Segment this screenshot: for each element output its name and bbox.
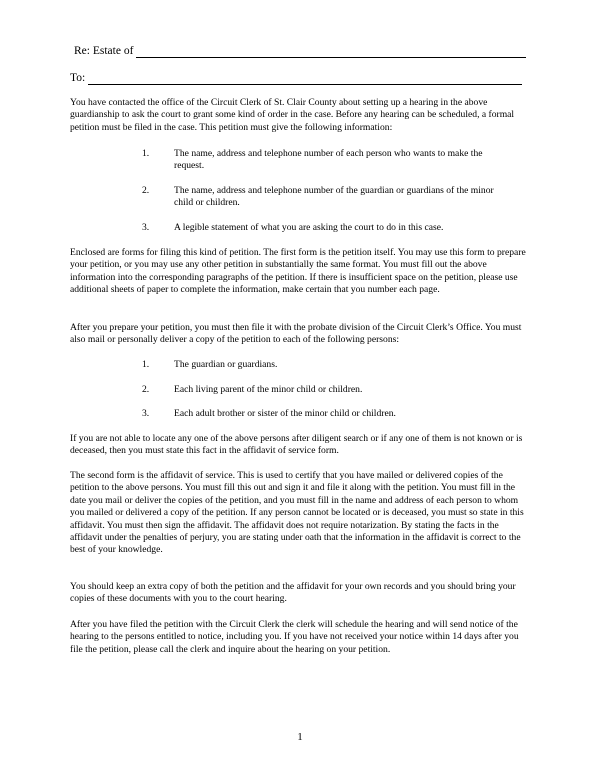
hearing-notice-paragraph: After you have filed the petition with the Circuit Clerk the clerk will schedule the hearing and will send notice of the hearing to the persons entitled to notice, including you. If you have not received your notice within 14 days after you file the petition, please call the clerk and inquire about the hearing on your petition. xyxy=(70,619,519,655)
list-item-number: 1. xyxy=(142,359,150,370)
to-blank xyxy=(88,72,522,85)
affidavit-paragraph: The second form is the affidavit of service. This is used to certify that you have mailed or delivered copies of the petition to the above persons. You must fill this out and sign it and file it along with the petition. You must fill in the date you mail or deliver the copies of the petition, and you must fill in the name and address of each person to whom you mailed or delivered a copy of the petition. If any person cannot be located or is deceased, you must so state in this affidavit. You must then sign the affidavit. The affidavit does not require notarization. By stating the facts in the affidavit under the penalties of perjury, you are stating under oath that the information in the affidavit is correct to the best of your knowledge. xyxy=(70,470,524,556)
list-item-text: A legible statement of what you are asking the court to do in this case. xyxy=(174,222,444,233)
list-item-number: 1. xyxy=(142,148,150,159)
list-item-number: 3. xyxy=(142,408,150,419)
to-label: To: xyxy=(70,72,86,84)
list-item-text: The name, address and telephone number of each person who wants to make the request. xyxy=(174,148,483,172)
list-item-text: Each living parent of the minor child or children. xyxy=(174,384,363,395)
page-number: 1 xyxy=(297,731,303,743)
list-item-text: The guardian or guardians. xyxy=(174,359,278,370)
estate-of-blank xyxy=(136,45,526,58)
list-item-number: 2. xyxy=(142,185,150,196)
list-item-number: 2. xyxy=(142,384,150,395)
estate-of-field xyxy=(74,44,526,58)
filing-paragraph: After you prepare your petition, you must then file it with the probate division of the Circuit Clerk’s Office. You must also mail or personally deliver a copy of the petition to each of the following persons: xyxy=(70,322,522,346)
to-field xyxy=(70,71,522,85)
estate-of-label: Re: Estate of xyxy=(74,45,134,57)
diligent-search-paragraph: If you are not able to locate any one of the above persons after diligent search or if any one of them is not known or is deceased, then you must state this fact in the affidavit of service form. xyxy=(70,433,523,457)
list-item-number: 3. xyxy=(142,222,150,233)
intro-paragraph: You have contacted the office of the Circuit Clerk of St. Clair County about setting up a hearing in the above guardianship to ask the court to grant some kind of order in the case. Before any hearing can be scheduled, a formal petition must be filed in the case. This petition must give the following information: xyxy=(70,97,515,133)
forms-paragraph: Enclosed are forms for filing this kind of petition. The first form is the petition itself. You may use this form to prepare your petition, or you may use any other petition in substantially the same format. You must fill out the above information into the corresponding paragraphs of the petition. If there is insufficient space on the petition, please use additional sheets of paper to complete the information, make certain that you number each page. xyxy=(70,247,526,296)
list-item-text: The name, address and telephone number of the guardian or guardians of the minor child or children. xyxy=(174,185,494,209)
list-item-text: Each adult brother or sister of the minor child or children. xyxy=(174,408,396,419)
extra-copy-paragraph: You should keep an extra copy of both the petition and the affidavit for your own records and you should bring your copies of these documents with you to the court hearing. xyxy=(70,581,516,605)
